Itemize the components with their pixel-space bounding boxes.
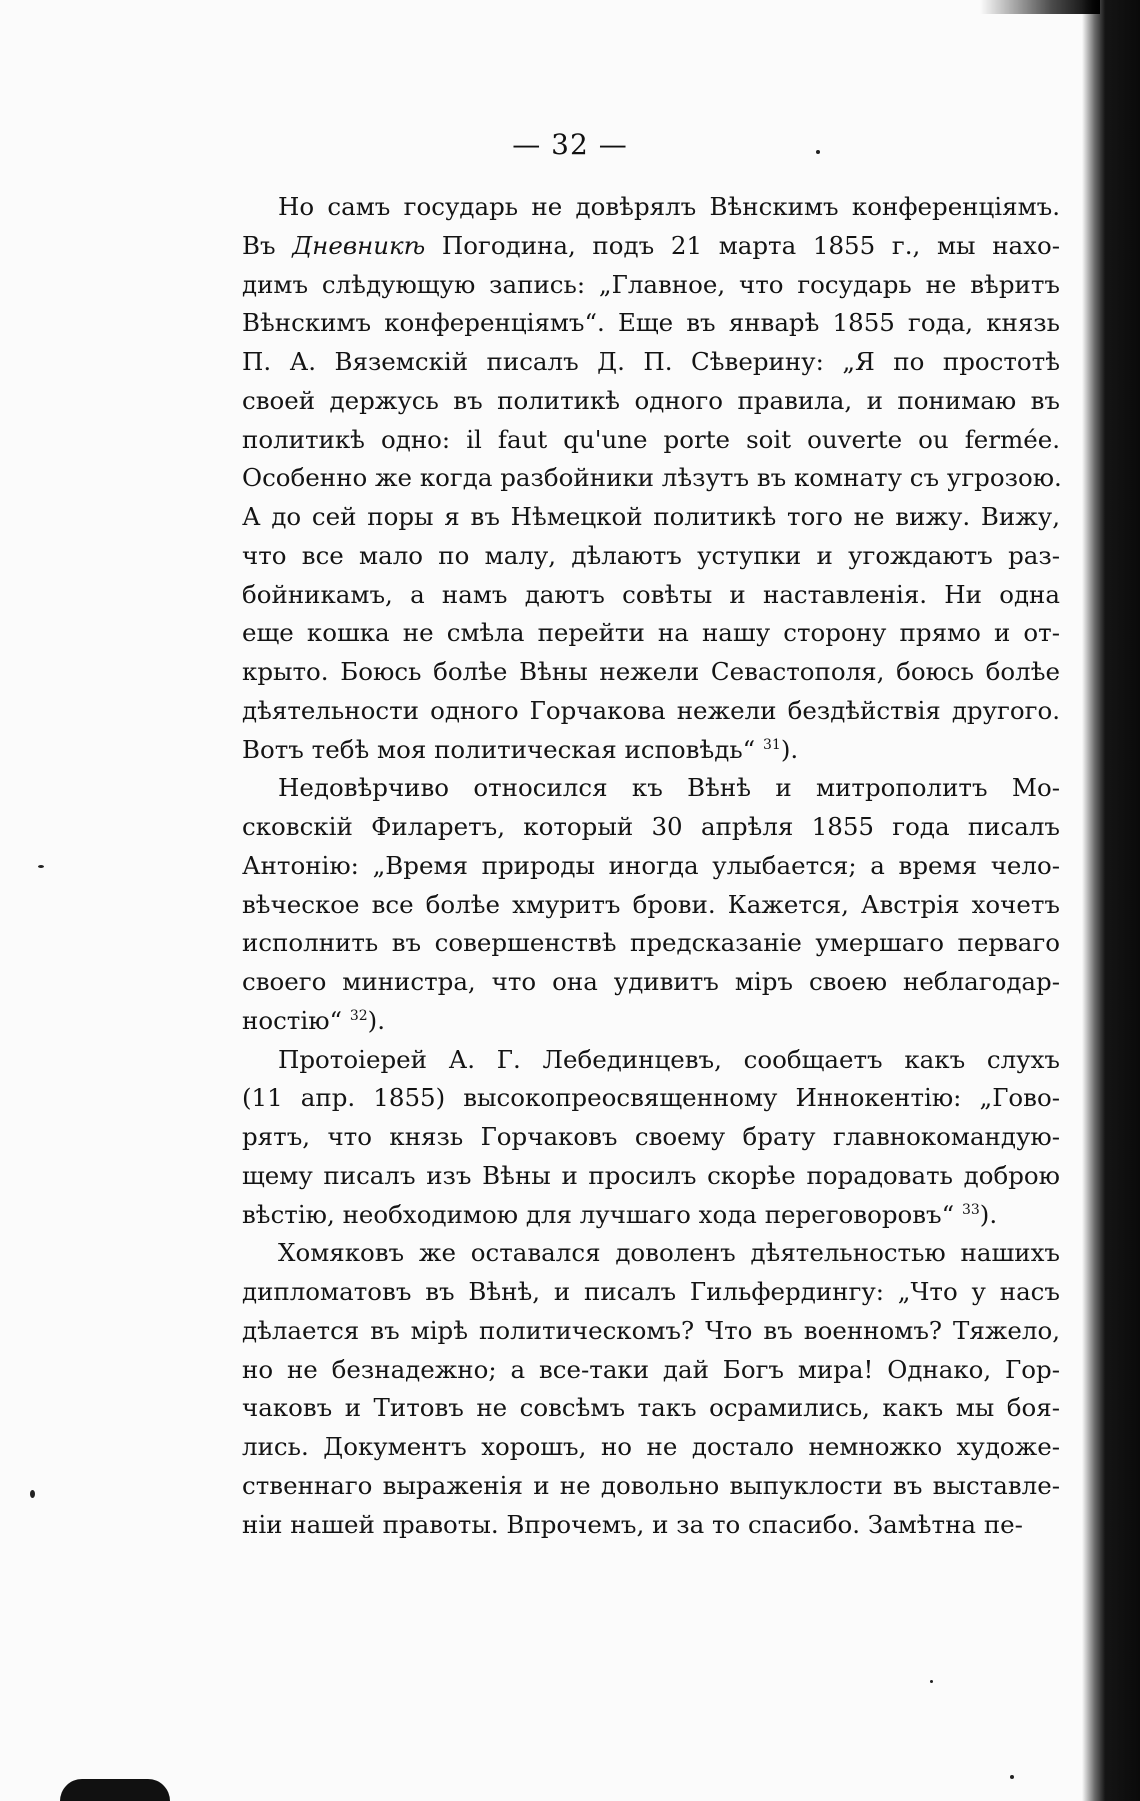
text-line [242, 1389, 1060, 1428]
text-segment: димъ слѣдующую запись: „Главное, что государь не вѣритъ [242, 269, 1060, 299]
text-segment: Антонію: „Время природы иногда улыбается; а время чело- [242, 850, 1060, 880]
text-segment: Вѣнскимъ конференціямъ“. Еще въ январѣ 1855 года, князь [242, 308, 1060, 338]
text-line [242, 924, 1060, 963]
text-line [242, 886, 1060, 925]
scan-speck [38, 865, 44, 868]
scan-speck [30, 1490, 35, 1498]
text-line [242, 808, 1060, 847]
text-segment: Вотъ тебѣ моя политическая исповѣдь“ [242, 734, 763, 764]
text-line [242, 1273, 1060, 1312]
text-line [242, 343, 1060, 382]
text-line [242, 1079, 1060, 1118]
paragraph [242, 188, 1060, 769]
text-segment: еще кошка не смѣла перейти на нашу сторону прямо и от- [242, 618, 1060, 648]
text-segment: исполнить въ совершенствѣ предсказаніе умершаго перваго [242, 928, 1060, 958]
scan-speck [930, 1680, 933, 1683]
text-segment: дипломатовъ въ Вѣнѣ, и писалъ Гильфердингу: „Что у насъ [242, 1277, 1060, 1306]
text-line [242, 1196, 1060, 1235]
text-line [242, 1351, 1060, 1390]
text-line [242, 459, 1060, 498]
text-line [242, 1002, 1060, 1041]
text-segment: дѣятельности одного Горчакова нежели бездѣйствія другого. [242, 695, 1060, 725]
text-line [242, 576, 1060, 615]
paragraph [242, 769, 1060, 1040]
page-number: — 32 — [512, 128, 628, 161]
text-segment: рятъ, что князь Горчаковъ своему брату главнокомандую- [242, 1122, 1060, 1151]
text-segment: Дневникѣ [292, 230, 426, 260]
text-line [242, 188, 1060, 227]
text-line [242, 304, 1060, 343]
text-line [242, 1041, 1060, 1080]
footnote-ref: 31 [762, 736, 781, 753]
text-segment: но не безнадежно; а все-таки дай Богъ мира! Однако, Гор- [242, 1354, 1060, 1384]
text-line [242, 769, 1060, 808]
text-line [242, 266, 1060, 305]
scan-speck [1010, 1775, 1014, 1779]
text-segment: вѣстію, необходимою для лучшаго хода переговоровъ“ [242, 1199, 962, 1229]
footnote-ref: 33 [961, 1201, 980, 1218]
text-line [242, 382, 1060, 421]
text-line [242, 227, 1060, 266]
text-line [242, 692, 1060, 731]
text-segment: (11 апр. 1855) высокопреосвященному Иннокентію: „Гово- [242, 1083, 1060, 1113]
text-segment: Погодина, подъ 21 марта 1855 г., мы нахо- [425, 230, 1060, 260]
text-segment: ніи нашей правоты. Впрочемъ, и за то спасибо. Замѣтна пе- [242, 1509, 1023, 1539]
text-line [242, 1428, 1060, 1467]
text-line [242, 1312, 1060, 1351]
text-segment: Хомяковъ же оставался доволенъ дѣятельностью нашихъ [278, 1238, 1060, 1268]
text-segment: ). [979, 1199, 998, 1229]
scan-mark [60, 1779, 170, 1801]
text-segment: ). [367, 1005, 386, 1035]
text-line [242, 421, 1060, 460]
text-segment: ). [780, 734, 799, 764]
text-line [242, 537, 1060, 576]
text-segment: ственнаго выраженія и не довольно выпуклости въ выставле- [242, 1470, 1060, 1500]
footnote-ref: 32 [349, 1007, 368, 1024]
text-line [242, 1157, 1060, 1196]
text-segment: лись. Документъ хорошъ, но не достало немножко художе- [242, 1432, 1060, 1461]
text-segment: П. А. Вяземскій писалъ Д. П. Сѣверину: „Я по простотѣ [242, 347, 1060, 376]
text-segment: щему писалъ изъ Вѣны и просилъ скорѣе порадовать доброю [242, 1160, 1060, 1190]
scan-shadow-edge [1082, 0, 1140, 1801]
text-line [242, 614, 1060, 653]
text-segment: политикѣ одно: il faut qu'une porte soit ouverte ou fermée. [242, 424, 1060, 454]
text-segment: Но самъ государь не довѣрялъ Вѣнскимъ конференціямъ. [278, 192, 1060, 221]
text-segment: вѣческое все болѣе хмуритъ брови. Кажется, Австрія хочетъ [242, 889, 1060, 919]
text-segment: крыто. Боюсь болѣе Вѣны нежели Севастополя, боюсь болѣе [242, 657, 1060, 686]
text-line [242, 963, 1060, 1002]
text-line [242, 1506, 1060, 1545]
text-segment: своей держусь въ политикѣ одного правила, и понимаю въ [242, 385, 1060, 415]
text-segment: дѣлается въ мірѣ политическомъ? Что въ военномъ? Тяжело, [242, 1315, 1060, 1345]
text-segment: чаковъ и Титовъ не совсѣмъ такъ осрамились, какъ мы боя- [242, 1393, 1060, 1423]
text-segment: Протоіерей А. Г. Лебединцевъ, сообщаетъ какъ слухъ [278, 1044, 1060, 1074]
text-line [242, 498, 1060, 537]
text-line [242, 653, 1060, 692]
text-line [242, 731, 1060, 770]
text-segment: своего министра, что она удивитъ міръ своею неблагодар- [242, 967, 1060, 996]
text-segment: А до сей поры я въ Нѣмецкой политикѣ того не вижу. Вижу, [242, 502, 1060, 531]
paragraph [242, 1234, 1060, 1544]
text-segment: Особенно же когда разбойники лѣзутъ въ комнату съ угрозою. [242, 463, 1062, 493]
scan-shadow-top [980, 0, 1100, 14]
text-segment: сковскій Филаретъ, который 30 апрѣля 1855 года писалъ [242, 812, 1060, 841]
body-text [242, 188, 1060, 1544]
text-line [242, 1467, 1060, 1506]
paragraph [242, 1041, 1060, 1235]
text-segment: бойникамъ, а намъ даютъ совѣты и наставленія. Ни одна [242, 579, 1060, 609]
text-segment: ностію“ [242, 1005, 350, 1035]
text-segment: Въ [242, 230, 293, 260]
text-line [242, 847, 1060, 886]
text-line [242, 1234, 1060, 1273]
text-segment: Недовѣрчиво относился къ Вѣнѣ и митрополитъ Мо- [278, 773, 1060, 803]
text-segment: что все мало по малу, дѣлаютъ уступки и угождаютъ раз- [242, 540, 1060, 570]
text-line [242, 1118, 1060, 1157]
